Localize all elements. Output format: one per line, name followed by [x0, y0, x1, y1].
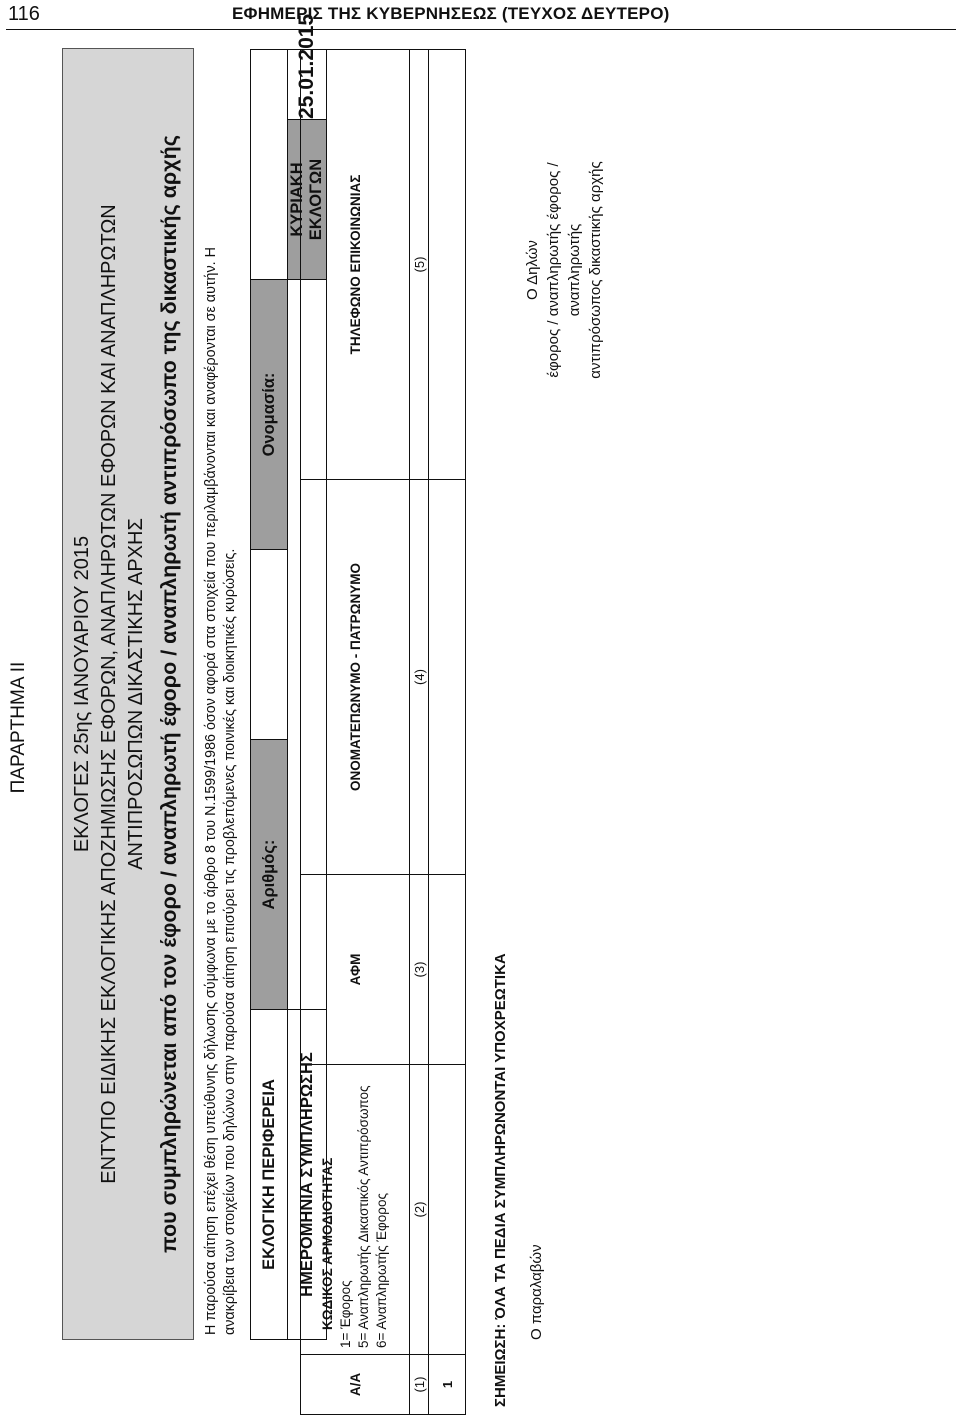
row-number: 1 [429, 1355, 466, 1415]
col-number: (1) [410, 1355, 429, 1415]
form-title-box [62, 48, 194, 1340]
declarant-signature-block [522, 155, 606, 385]
declarant-role-2: αντιπρόσωπος δικαστικής αρχής [587, 161, 604, 379]
intro-line-2: ανακρίβεια των στοιχείων που δηλώνω στην παρούσα αίτηση επισύρει τις προβλεπόμενες ποινικές και διοικητικές κυρώσεις. [222, 548, 238, 1335]
code-cell[interactable] [429, 1065, 466, 1355]
title-line-3: ΑΝΤΙΠΡΟΣΩΠΩΝ ΔΙΚΑΣΤΙΚΗΣ ΑΡΧΗΣ [125, 518, 147, 870]
aa-header: Α/Α [301, 1355, 410, 1415]
intro-line-1: Η παρούσα αίτηση επέχει θέση υπεύθυνης δήλωσης σύμφωνα με το άρθρο 8 του Ν.1599/1986 όσον αφορά στα στοιχεία που περιλαμβάνονται και αναφέρονται σε αυτήν. Η [203, 247, 219, 1335]
page-header [0, 0, 960, 30]
code-item-6: 6= Αναπληρωτής Έφορος [374, 1193, 389, 1348]
code-item-5: 5= Αναπληρωτής Δικαστικός Αντιπρόσωπος [356, 1085, 371, 1348]
number-field[interactable] [251, 550, 288, 740]
region-row [251, 50, 288, 1340]
afm-header: ΑΦΜ [301, 875, 410, 1065]
codes-header [301, 1065, 410, 1355]
mandatory-note: ΣΗΜΕΙΩΣΗ: ΌΛΑ ΤΑ ΠΕΔΙΑ ΣΥΜΠΛΗΡΩΝΟΝΤΑΙ ΥΠΟΧΡΕΩΤΙΚΑ [492, 953, 509, 1407]
journal-title: ΕΦΗΜΕΡΙΣ ΤΗΣ ΚΥΒΕΡΝΗΣΕΩΣ (ΤΕΥΧΟΣ ΔΕΥΤΕΡΟ) [232, 4, 670, 23]
name-field[interactable] [251, 50, 288, 280]
fullname-cell[interactable] [429, 480, 466, 875]
header-rule [6, 29, 956, 30]
declarant-role-1: έφορος / αναπληρωτής έφορος /αναπληρωτής [545, 162, 583, 378]
election-date: 25.01.2015 [288, 50, 327, 120]
title-line-2: ΕΝΤΥΠΟ ΕΙΔΙΚΗΣ ΕΚΛΟΓΙΚΗΣ ΑΠΟΖΗΜΙΩΣΗΣ ΕΦΟΡΩΝ, ΑΝΑΠΛΗΡΩΤΩΝ ΕΦΟΡΩΝ ΚΑΙ ΑΝΑΠΛΗΡΩΤΩΝ [98, 204, 120, 1184]
col-number: (5) [410, 50, 429, 480]
col-number: (2) [410, 1065, 429, 1355]
col-number: (4) [410, 480, 429, 875]
page-number: 116 [8, 3, 40, 25]
column-number-row [410, 50, 429, 1415]
region-label: ΕΚΛΟΓΙΚΗ ΠΕΡΙΦΕΡΕΙΑ [251, 1010, 288, 1340]
title-line-1: ΕΚΛΟΓΕΣ 25ης ΙΑΝΟΥΑΡΙΟΥ 2015 [71, 535, 93, 853]
election-label: ΚΥΡΙΑΚΗ ΕΚΛΟΓΩΝ [288, 120, 327, 280]
annex-title: ΠΑΡΑΡΤΗΜΑ ΙΙ [8, 661, 29, 794]
title-line-4: που συμπληρώνεται από τον έφορο / αναπληρωτή έφορο / αναπληρωτή αντιπρόσωπο της δικαστικής αρχής [157, 135, 181, 1253]
col-number: (3) [410, 875, 429, 1065]
codes-title: ΚΩΔΙΚΟΣ ΑΡΜΟΔΙΟΤΗΤΑΣ [320, 1157, 335, 1330]
afm-cell[interactable] [429, 875, 466, 1065]
number-label: Αριθμός: [251, 740, 288, 1010]
table-row [429, 50, 466, 1415]
fullname-header: ΟΝΟΜΑΤΕΠΩΝΥΜΟ - ΠΑΤΡΩΝΥΜΟ [301, 480, 410, 875]
receiver-signature-label: Ο παραλαβών [528, 1244, 545, 1340]
phone-cell[interactable] [429, 50, 466, 480]
table-header-row [301, 50, 410, 1415]
declarant-label: Ο Δηλών [524, 240, 541, 300]
date-label: ΗΜΕΡΟΜΗΝΙΑ ΣΥΜΠΛΗΡΩΣΗΣ [288, 1010, 327, 1340]
code-item-1: 1= Έφορος [338, 1280, 353, 1348]
phone-header: ΤΗΛΕΦΩΝΟ ΕΠΙΚΟΙΝΩΝΙΑΣ [301, 50, 410, 480]
name-label: Ονομασία: [251, 280, 288, 550]
compensation-table [300, 49, 466, 1415]
